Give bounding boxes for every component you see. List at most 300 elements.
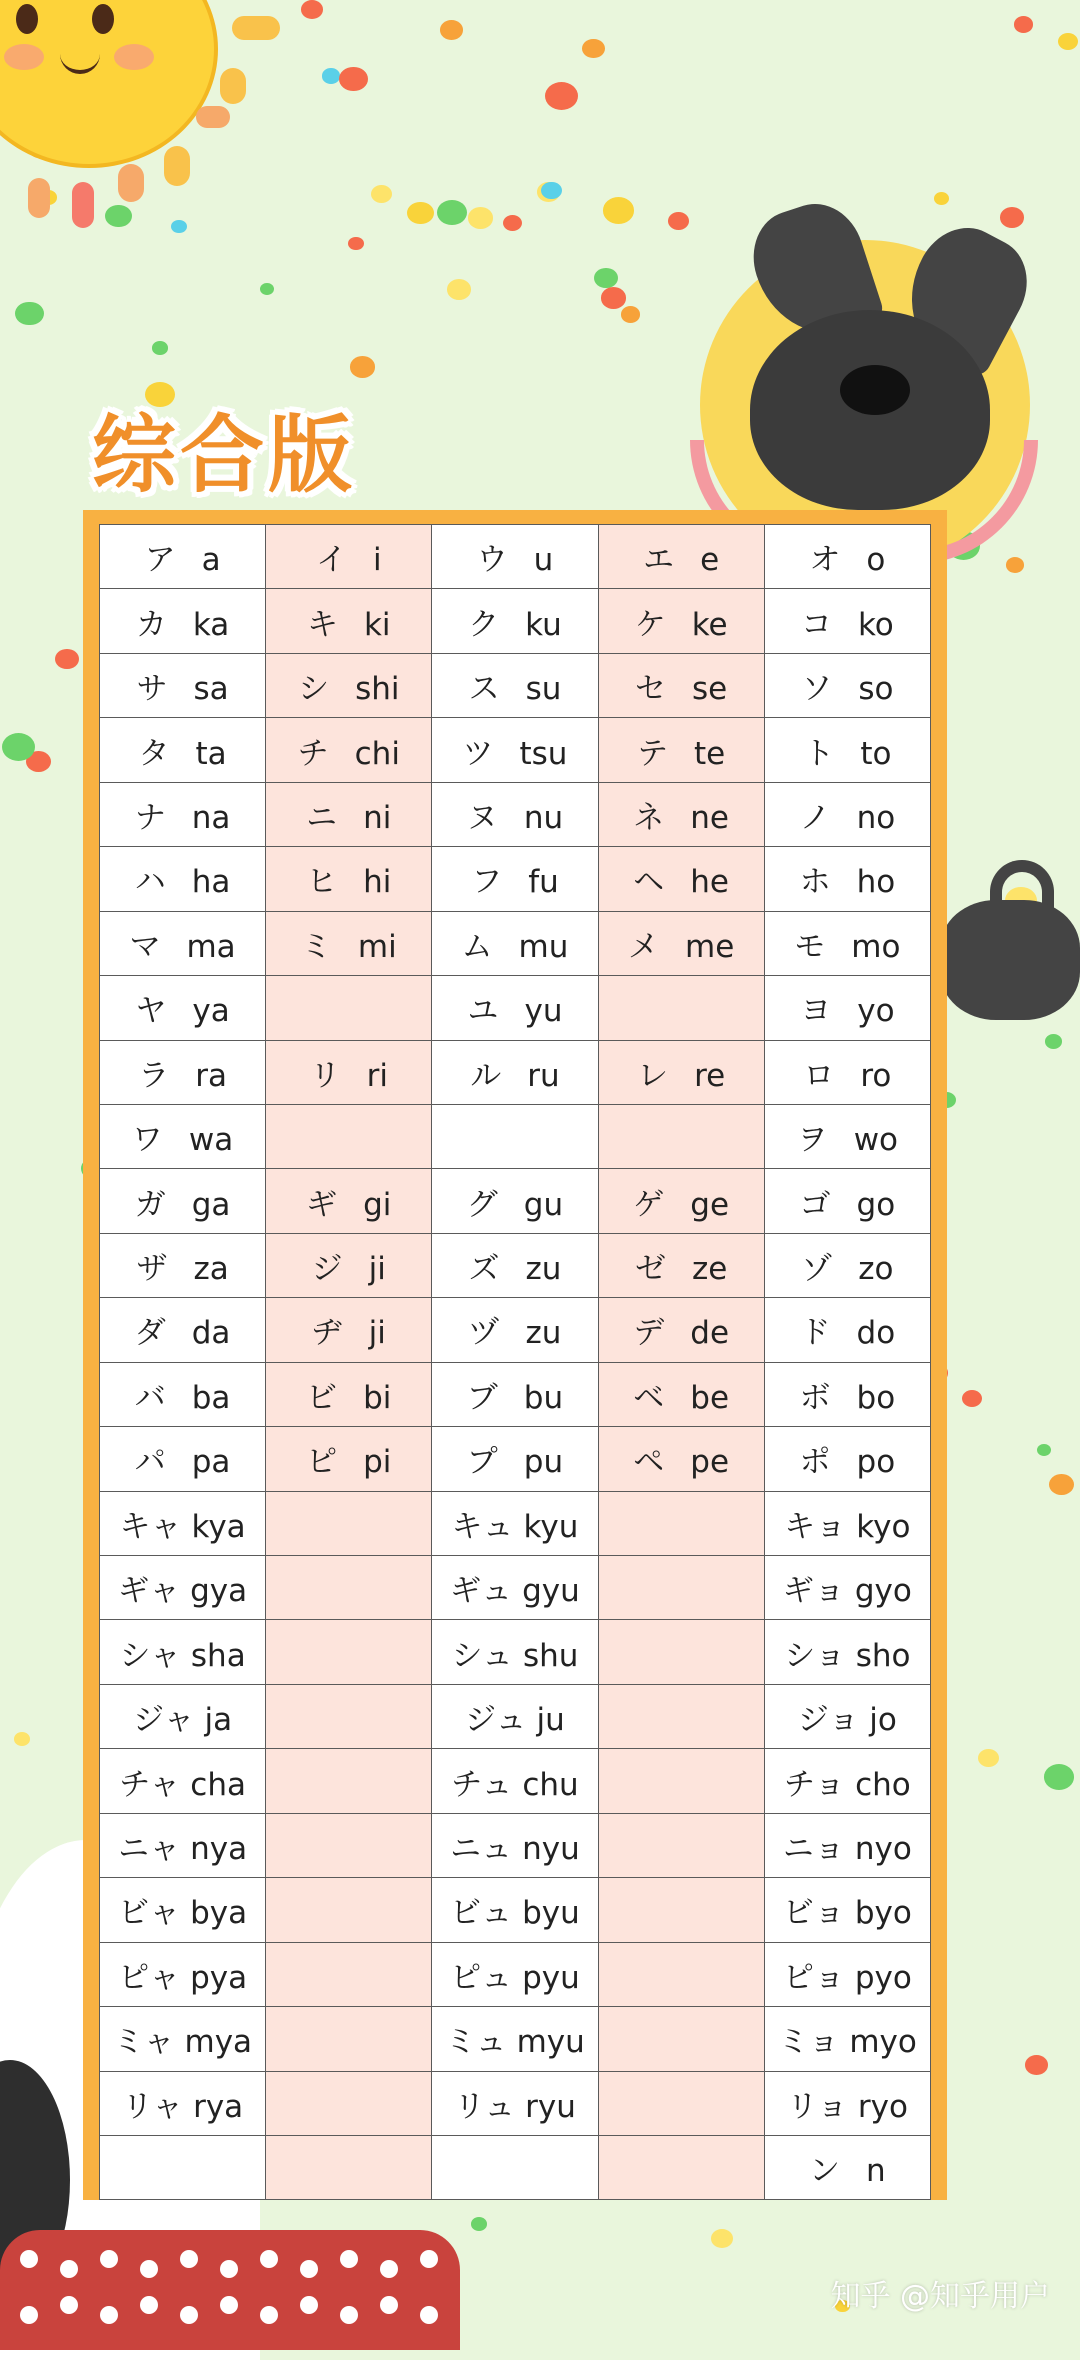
kana-cell xyxy=(764,1169,930,1233)
table-row xyxy=(100,1104,931,1168)
kana-cell xyxy=(266,525,432,589)
romaji-label: i xyxy=(372,542,382,579)
kana-cell xyxy=(764,718,930,782)
kana-cell xyxy=(432,525,598,589)
katakana-char: ネ xyxy=(633,799,665,836)
romaji-label: ne xyxy=(690,799,730,836)
scarf-dot xyxy=(20,2250,38,2268)
romaji-label: ju xyxy=(536,1702,565,1739)
kana-cell xyxy=(598,1942,764,2006)
kana-cell xyxy=(598,1040,764,1104)
scarf-dot xyxy=(220,2296,238,2314)
confetti-dot xyxy=(350,356,375,377)
romaji-label: rya xyxy=(193,2088,244,2125)
confetti-dot xyxy=(582,39,605,58)
table-row xyxy=(100,2135,931,2199)
romaji-label: nyo xyxy=(854,1830,912,1867)
romaji-label: tsu xyxy=(519,735,568,772)
kana-cell xyxy=(266,911,432,975)
kana-cell xyxy=(598,1104,764,1168)
katakana-char: ア xyxy=(144,542,176,579)
romaji-label: sa xyxy=(193,671,229,708)
romaji-label: n xyxy=(866,2153,886,2190)
kana-cell xyxy=(266,1169,432,1233)
sun-illustration xyxy=(0,0,218,168)
scarf-dot xyxy=(260,2306,278,2324)
kana-cell xyxy=(432,1878,598,1942)
kana-cell xyxy=(598,718,764,782)
romaji-label: za xyxy=(193,1251,229,1288)
sun-ray xyxy=(28,178,50,218)
kana-cell xyxy=(432,1104,598,1168)
katakana-char: ハ xyxy=(134,864,166,901)
table-row xyxy=(100,911,931,975)
table-row xyxy=(100,525,931,589)
katakana-char: ミャ xyxy=(113,2024,175,2061)
kana-cell xyxy=(100,1169,266,1233)
kana-cell xyxy=(432,1556,598,1620)
romaji-label: myo xyxy=(849,2024,917,2061)
kana-cell xyxy=(764,589,930,653)
kana-cell xyxy=(100,782,266,846)
katakana-char: ナ xyxy=(134,799,166,836)
katakana-char: チョ xyxy=(784,1766,846,1803)
kana-cell xyxy=(266,1491,432,1555)
romaji-label: ko xyxy=(857,606,894,643)
katakana-char: キ xyxy=(306,606,338,643)
kana-cell xyxy=(432,782,598,846)
table-row xyxy=(100,1620,931,1684)
kana-cell xyxy=(598,589,764,653)
romaji-label: mya xyxy=(184,2024,253,2061)
confetti-dot xyxy=(503,215,522,231)
katakana-char: ミ xyxy=(300,928,332,965)
katakana-char: プ xyxy=(466,1444,498,1481)
scarf-dot xyxy=(380,2260,398,2278)
romaji-label: ku xyxy=(525,606,562,643)
confetti-dot xyxy=(601,287,626,308)
kana-cell xyxy=(100,718,266,782)
table-row xyxy=(100,1169,931,1233)
katakana-char: ケ xyxy=(634,606,666,643)
sun-ray xyxy=(72,182,94,228)
kana-cell xyxy=(598,1169,764,1233)
romaji-label: pyu xyxy=(522,1959,580,1996)
kana-cell xyxy=(764,1556,930,1620)
table-row xyxy=(100,1427,931,1491)
sun-ray xyxy=(220,68,246,104)
confetti-dot xyxy=(371,185,392,203)
romaji-label: nyu xyxy=(522,1830,580,1867)
table-row xyxy=(100,1813,931,1877)
scarf-dot xyxy=(20,2306,38,2324)
romaji-label: cho xyxy=(855,1766,911,1803)
table-row xyxy=(100,1233,931,1297)
romaji-label: chu xyxy=(522,1766,579,1803)
katakana-char: ゼ xyxy=(634,1251,666,1288)
romaji-label: gya xyxy=(190,1573,248,1610)
kana-cell xyxy=(432,1684,598,1748)
romaji-label: kyo xyxy=(856,1508,911,1545)
romaji-label: nya xyxy=(190,1830,248,1867)
scarf-dot xyxy=(140,2296,158,2314)
kana-cell xyxy=(266,1749,432,1813)
kana-cell xyxy=(266,976,432,1040)
katakana-char: シャ xyxy=(119,1637,181,1674)
scarf-dot xyxy=(380,2296,398,2314)
table-row xyxy=(100,1040,931,1104)
kana-cell xyxy=(432,1040,598,1104)
romaji-label: e xyxy=(700,542,720,579)
confetti-dot xyxy=(541,182,562,199)
katakana-char: ギ xyxy=(306,1186,338,1223)
kana-cell xyxy=(266,1233,432,1297)
kana-cell xyxy=(100,653,266,717)
kana-cell xyxy=(432,1813,598,1877)
katakana-char: ジョ xyxy=(797,1702,860,1739)
kana-cell xyxy=(598,782,764,846)
kana-cell xyxy=(100,1362,266,1426)
kana-cell xyxy=(100,1813,266,1877)
kana-cell xyxy=(432,1233,598,1297)
romaji-label: ba xyxy=(191,1379,231,1416)
confetti-dot xyxy=(55,649,79,669)
kana-cell xyxy=(266,1556,432,1620)
kana-cell xyxy=(598,1878,764,1942)
kana-cell xyxy=(100,1104,266,1168)
romaji-label: me xyxy=(685,928,735,965)
kana-cell xyxy=(764,911,930,975)
romaji-label: su xyxy=(525,671,562,708)
katakana-char: ズ xyxy=(468,1251,500,1288)
katakana-char: ビュ xyxy=(450,1895,513,1932)
katakana-char: ニャ xyxy=(118,1830,181,1867)
kana-cell xyxy=(764,2007,930,2071)
romaji-label: re xyxy=(694,1057,726,1094)
confetti-dot xyxy=(440,20,464,40)
romaji-label: na xyxy=(191,799,231,836)
romaji-label: go xyxy=(856,1186,896,1223)
romaji-label: gu xyxy=(523,1186,564,1223)
kana-cell xyxy=(100,1427,266,1491)
romaji-label: pya xyxy=(190,1959,248,1996)
romaji-label: bo xyxy=(856,1379,896,1416)
scarf-dot xyxy=(260,2250,278,2268)
confetti-dot xyxy=(1049,1474,1074,1495)
katakana-char: ゴ xyxy=(799,1186,831,1223)
katakana-char: デ xyxy=(633,1315,665,1352)
katakana-char: フ xyxy=(471,864,503,901)
scarf-dot xyxy=(140,2260,158,2278)
romaji-label: yu xyxy=(524,993,563,1030)
confetti-dot xyxy=(339,67,367,91)
romaji-label: ze xyxy=(691,1251,728,1288)
kana-cell xyxy=(266,718,432,782)
romaji-label: he xyxy=(690,864,730,901)
romaji-label: pi xyxy=(363,1444,392,1481)
katakana-char: レ xyxy=(637,1057,669,1094)
confetti-dot xyxy=(1006,557,1025,573)
title-banner xyxy=(92,405,380,505)
kana-cell xyxy=(764,1813,930,1877)
romaji-label: fu xyxy=(528,864,559,901)
confetti-dot xyxy=(603,197,635,224)
confetti-dot xyxy=(668,212,689,230)
romaji-label: bi xyxy=(363,1379,392,1416)
katakana-char: シュ xyxy=(451,1637,513,1674)
kana-cell xyxy=(100,847,266,911)
kana-cell xyxy=(598,911,764,975)
sun-ray xyxy=(196,106,230,128)
kana-cell xyxy=(266,2007,432,2071)
romaji-label: ji xyxy=(368,1315,386,1352)
confetti-dot xyxy=(437,200,467,226)
katakana-char: イ xyxy=(315,542,347,579)
katakana-char: ノ xyxy=(799,799,831,836)
kana-cell xyxy=(764,2135,930,2199)
romaji-label: do xyxy=(856,1315,896,1352)
kana-cell xyxy=(100,1040,266,1104)
katakana-char: ン xyxy=(809,2153,841,2190)
romaji-label: pa xyxy=(191,1444,231,1481)
romaji-label: wo xyxy=(853,1122,899,1159)
kana-cell xyxy=(432,1427,598,1491)
katakana-char: ス xyxy=(468,671,500,708)
confetti-dot xyxy=(621,306,641,323)
katakana-char: ヲ xyxy=(796,1122,828,1159)
kana-cell xyxy=(764,2071,930,2135)
katakana-char: ギャ xyxy=(118,1573,181,1610)
confetti-dot xyxy=(1044,1764,1075,1790)
katakana-char: ビャ xyxy=(118,1895,181,1932)
kana-cell xyxy=(764,1620,930,1684)
page-title: 综合版 xyxy=(92,406,357,504)
katakana-char: ド xyxy=(799,1315,831,1352)
katakana-char: シ xyxy=(298,671,330,708)
katakana-char: ビ xyxy=(306,1379,338,1416)
kana-cell xyxy=(100,1878,266,1942)
kana-cell xyxy=(432,1362,598,1426)
confetti-dot xyxy=(145,382,175,407)
katakana-char: ウ xyxy=(476,542,508,579)
romaji-label: be xyxy=(690,1379,730,1416)
kana-cell xyxy=(266,1942,432,2006)
kana-cell xyxy=(266,1104,432,1168)
romaji-label: pyo xyxy=(854,1959,912,1996)
romaji-label: ki xyxy=(363,606,391,643)
confetti-dot xyxy=(1014,16,1033,32)
confetti-dot xyxy=(978,1749,1000,1767)
kana-cell xyxy=(764,1233,930,1297)
katakana-char: リュ xyxy=(454,2088,516,2125)
kana-cell xyxy=(598,1684,764,1748)
kana-cell xyxy=(598,1749,764,1813)
katakana-char: ヤ xyxy=(135,993,167,1030)
kana-cell xyxy=(432,1169,598,1233)
scarf-dot xyxy=(420,2250,438,2268)
kana-cell xyxy=(100,525,266,589)
katakana-char: ザ xyxy=(136,1251,168,1288)
katakana-char: ピュ xyxy=(450,1959,513,1996)
kana-cell xyxy=(266,1362,432,1426)
table-row xyxy=(100,847,931,911)
kana-cell xyxy=(100,1749,266,1813)
kana-cell xyxy=(432,911,598,975)
romaji-label: myu xyxy=(516,2024,585,2061)
romaji-label: mi xyxy=(357,928,397,965)
romaji-label: zo xyxy=(858,1251,894,1288)
kana-cell xyxy=(432,1298,598,1362)
kana-cell xyxy=(432,1749,598,1813)
kana-cell xyxy=(432,2135,598,2199)
confetti-dot xyxy=(171,220,186,233)
kana-cell xyxy=(100,1556,266,1620)
romaji-label: ja xyxy=(204,1702,233,1739)
confetti-dot xyxy=(545,82,578,110)
kana-cell xyxy=(764,1040,930,1104)
romaji-label: ji xyxy=(368,1251,386,1288)
katakana-char: リャ xyxy=(122,2088,184,2125)
kana-cell xyxy=(598,1491,764,1555)
watermark: 知乎 @知乎用户 xyxy=(830,2279,1050,2314)
kana-cell xyxy=(432,847,598,911)
kana-cell xyxy=(764,1491,930,1555)
katakana-char: ヒ xyxy=(306,864,338,901)
katakana-char: ピャ xyxy=(118,1959,181,1996)
katakana-char: ツ xyxy=(462,735,494,772)
romaji-label: ri xyxy=(366,1057,388,1094)
kana-cell xyxy=(100,1620,266,1684)
katakana-char: ギョ xyxy=(782,1573,845,1610)
kana-cell xyxy=(764,1104,930,1168)
romaji-label: se xyxy=(692,671,728,708)
katakana-char: ショ xyxy=(784,1637,846,1674)
katakana-char: ロ xyxy=(803,1057,835,1094)
katakana-char: ヌ xyxy=(466,799,498,836)
katakana-char: ダ xyxy=(134,1315,166,1352)
kana-cell xyxy=(598,1233,764,1297)
romaji-label: nu xyxy=(523,799,564,836)
kana-cell xyxy=(432,653,598,717)
romaji-label: ryu xyxy=(525,2088,576,2125)
confetti-dot xyxy=(1025,2055,1048,2075)
katakana-char: キュ xyxy=(451,1508,514,1545)
kana-cell xyxy=(598,1556,764,1620)
romaji-label: mo xyxy=(851,928,901,965)
table-row xyxy=(100,1556,931,1620)
kana-cell xyxy=(598,1813,764,1877)
katakana-char: ブ xyxy=(466,1379,498,1416)
kana-cell xyxy=(266,1040,432,1104)
katakana-char: ベ xyxy=(633,1379,665,1416)
confetti-dot xyxy=(301,0,323,19)
katakana-char: リ xyxy=(309,1057,341,1094)
romaji-label: byo xyxy=(854,1895,912,1932)
katakana-char: バ xyxy=(134,1379,166,1416)
scarf-dot xyxy=(60,2260,78,2278)
table-row xyxy=(100,718,931,782)
table-row xyxy=(100,1878,931,1942)
scarf-dot xyxy=(340,2306,358,2324)
kana-cell xyxy=(598,2007,764,2071)
romaji-label: kya xyxy=(191,1508,246,1545)
table-row xyxy=(100,1298,931,1362)
romaji-label: po xyxy=(856,1444,896,1481)
confetti-dot xyxy=(934,192,950,205)
kana-cell xyxy=(100,589,266,653)
table-row xyxy=(100,1749,931,1813)
katakana-char: ピ xyxy=(306,1444,338,1481)
kana-cell xyxy=(266,2071,432,2135)
romaji-label: da xyxy=(191,1315,231,1352)
katakana-char: ジャ xyxy=(133,1702,195,1739)
kana-cell xyxy=(598,2135,764,2199)
table-row xyxy=(100,976,931,1040)
kana-cell xyxy=(266,1427,432,1491)
romaji-label: to xyxy=(860,735,892,772)
confetti-dot xyxy=(260,283,274,295)
table-row xyxy=(100,782,931,846)
katakana-char: ニ xyxy=(306,799,338,836)
romaji-label: bya xyxy=(190,1895,248,1932)
kana-cell xyxy=(266,653,432,717)
romaji-label: te xyxy=(694,735,726,772)
katakana-char: ニュ xyxy=(450,1830,513,1867)
romaji-label: kyu xyxy=(523,1508,579,1545)
kana-cell xyxy=(432,1942,598,2006)
confetti-dot xyxy=(407,202,433,224)
kana-cell xyxy=(764,1942,930,2006)
romaji-label: gyu xyxy=(522,1573,580,1610)
katakana-char: ソ xyxy=(801,671,833,708)
katakana-char: マ xyxy=(129,928,161,965)
confetti-dot xyxy=(1045,1034,1062,1049)
kana-cell xyxy=(598,1298,764,1362)
romaji-label: bu xyxy=(523,1379,564,1416)
katakana-char: ゾ xyxy=(801,1251,833,1288)
romaji-label: sho xyxy=(855,1637,911,1674)
scarf-dot xyxy=(340,2250,358,2268)
romaji-label: zu xyxy=(525,1315,562,1352)
romaji-label: pu xyxy=(523,1444,564,1481)
kana-cell xyxy=(266,1620,432,1684)
katakana-char: ゲ xyxy=(633,1186,665,1223)
romaji-label: ta xyxy=(195,735,227,772)
kana-cell xyxy=(432,718,598,782)
katakana-char: パ xyxy=(134,1444,166,1481)
scarf-dot xyxy=(60,2296,78,2314)
katakana-char: ム xyxy=(461,928,493,965)
kana-cell xyxy=(100,1684,266,1748)
kana-cell xyxy=(266,1298,432,1362)
katakana-char: リョ xyxy=(786,2088,848,2125)
kana-cell xyxy=(764,1427,930,1491)
katakana-char: ワ xyxy=(131,1122,163,1159)
table-row xyxy=(100,1942,931,2006)
scarf-dot xyxy=(100,2250,118,2268)
kana-cell xyxy=(764,1684,930,1748)
katakana-char: ク xyxy=(468,606,500,643)
confetti-dot xyxy=(468,207,494,229)
katakana-char: ヘ xyxy=(633,864,665,901)
romaji-label: ho xyxy=(856,864,896,901)
romaji-label: chi xyxy=(354,735,400,772)
romaji-label: jo xyxy=(869,1702,897,1739)
katakana-char: ラ xyxy=(138,1057,170,1094)
kana-cell xyxy=(764,1749,930,1813)
katakana-char: ト xyxy=(803,735,835,772)
kana-cell xyxy=(764,782,930,846)
